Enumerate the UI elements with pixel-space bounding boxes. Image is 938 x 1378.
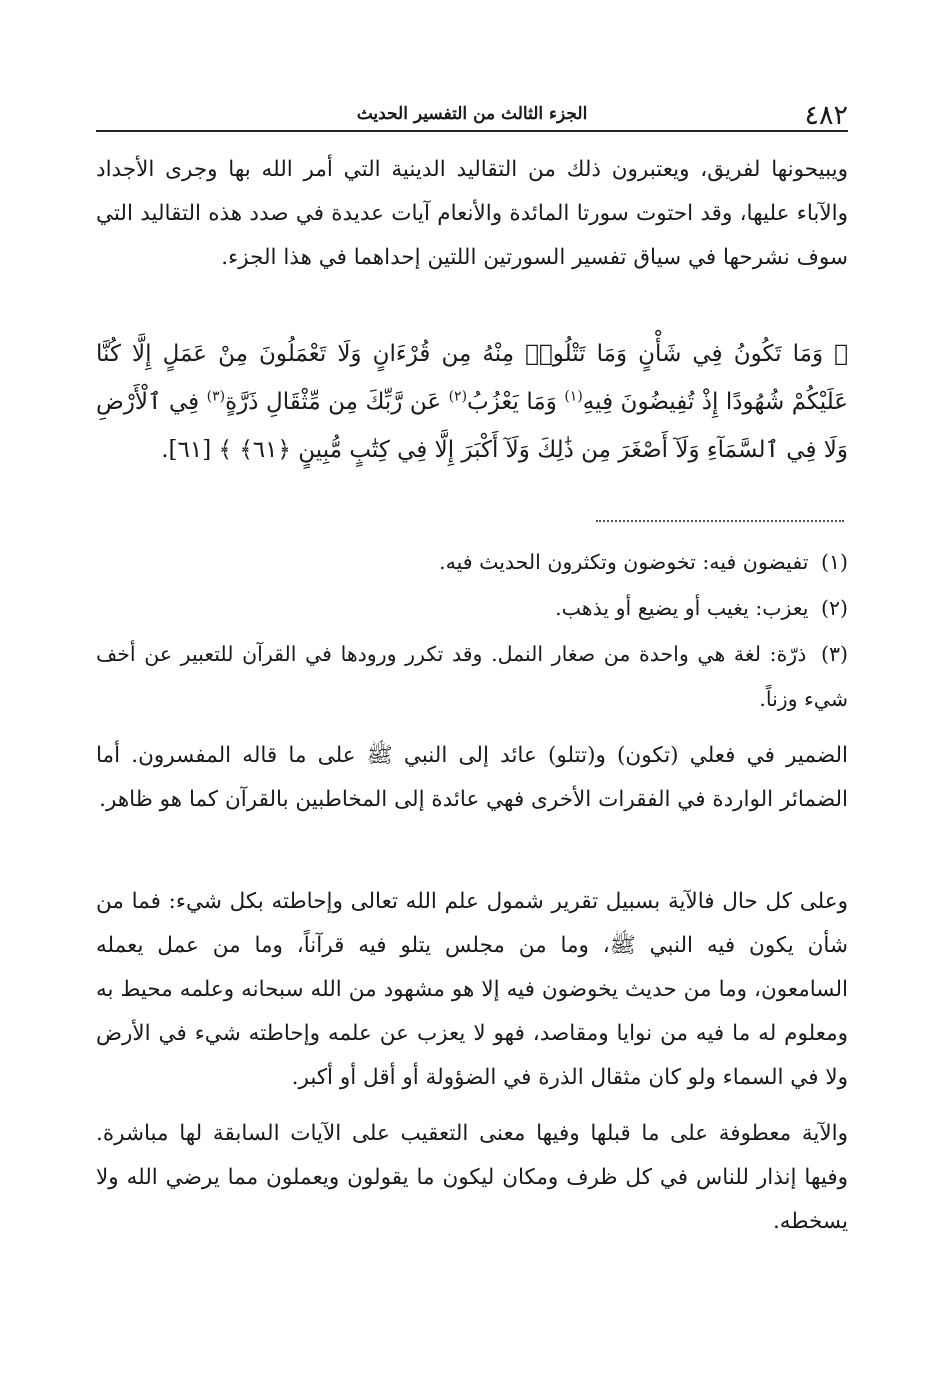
verse-footnote-ref-1: (١): [564, 388, 583, 405]
verse-part-3: عَن رَّبِّكَ مِن مِّثْقَالِ ذَرَّةٍ: [225, 389, 442, 415]
footnote-number: (١): [820, 550, 848, 574]
verse-footnote-ref-2: (٢): [448, 388, 468, 405]
page-number: ٤٨٢: [804, 100, 848, 131]
running-title: الجزء الثالث من التفسير الحديث: [356, 104, 588, 124]
verse-part-4: فِي ٱلْأَرْضِ وَلَا فِي ٱلسَّمَآءِ وَلَآ أَصْغَرَ مِن ذَٰلِكَ وَلَآ أَكْبَرَ إِلَّا فِي كِتَٰبٍ مُّبِينٍ ﴿٦١﴾ ﴾: [96, 389, 848, 463]
body-paragraph-1: الضمير في فعلي (تكون) و(تتلو) عائد إلى النبي ﷺ على ما قاله المفسرون. أما الضمائر الواردة في الفقرات الأخرى فهي عائدة إلى المخاطبين بالقرآن كما هو ظاهر.: [96, 743, 848, 812]
verse-part-2: وَمَا يَعْزُبُ: [467, 389, 557, 415]
verse-reference: [٦١].: [161, 437, 212, 463]
footnote-2: [96, 586, 848, 631]
footnote-1: [96, 540, 848, 585]
intro-paragraph: ويبيحونها لفريق، ويعتبرون ذلك من التقاليد الدينية التي أمر الله بها وجرى الأجداد والآباء عليها، وقد احتوت سورتا المائدة والأنعام آيات عديدة في صدد هذه التقاليد التي سوف نشرحها في سياق تفسير السورتين اللتين إحداهما في هذا الجزء.: [96, 157, 848, 270]
quran-verse: [96, 330, 848, 474]
footnote-number: (٣): [820, 642, 848, 666]
body-paragraph-3: والآية معطوفة على ما قبلها وفيها معنى التعقيب على الآيات السابقة لها مباشرة. وفيها إنذار للناس في كل ظرف ومكان ليكون ما يقولون ويعملون مما يرضي الله ولا يسخطه.: [96, 1121, 848, 1234]
footnote-text: ذرّة: لغة هي واحدة من صغار النمل. وقد تكرر ورودها في القرآن للتعبير عن أخف شيء وزناً.: [96, 642, 848, 711]
body-paragraph-2: وعلى كل حال فالآية بسبيل تقرير شمول علم الله تعالى وإحاطته بكل شيء: فما من شأن يكون فيه النبي ﷺ، وما من مجلس يتلو فيه قرآناً، وما من عمل يعمله السامعون، وما من حديث يخوضون فيه إلا هو مشهود من الله سبحانه وعلمه محيط به ومعلوم له ما فيه من نوايا ومقاصد، فهو لا يعزب عن علمه وإحاطته شيء في الأرض ولا في السماء ولو كان مثقال الذرة في الضؤولة أو أقل أو أكبر.: [96, 889, 848, 1090]
page-header: [96, 96, 848, 132]
verse-footnote-ref-3: (٣): [206, 388, 226, 405]
footnote-number: (٢): [820, 596, 848, 620]
footnote-text: يعزب: يغيب أو يضيع أو يذهب.: [555, 596, 809, 620]
footnote-text: تفيضون فيه: تخوضون وتكثرون الحديث فيه.: [439, 550, 809, 574]
footnote-separator: [596, 520, 844, 522]
footnote-3: [96, 632, 848, 722]
verse-part-1: ﴿ وَمَا تَكُونُ فِي شَأْنٍ وَمَا تَتْلُوا۟ مِنْهُ مِن قُرْءَانٍ وَلَا تَعْمَلُونَ مِنْ عَمَلٍ إِلَّا كُنَّا عَلَيْكُمْ شُهُودًا إِذْ تُفِيضُونَ فِيهِ: [96, 341, 849, 415]
